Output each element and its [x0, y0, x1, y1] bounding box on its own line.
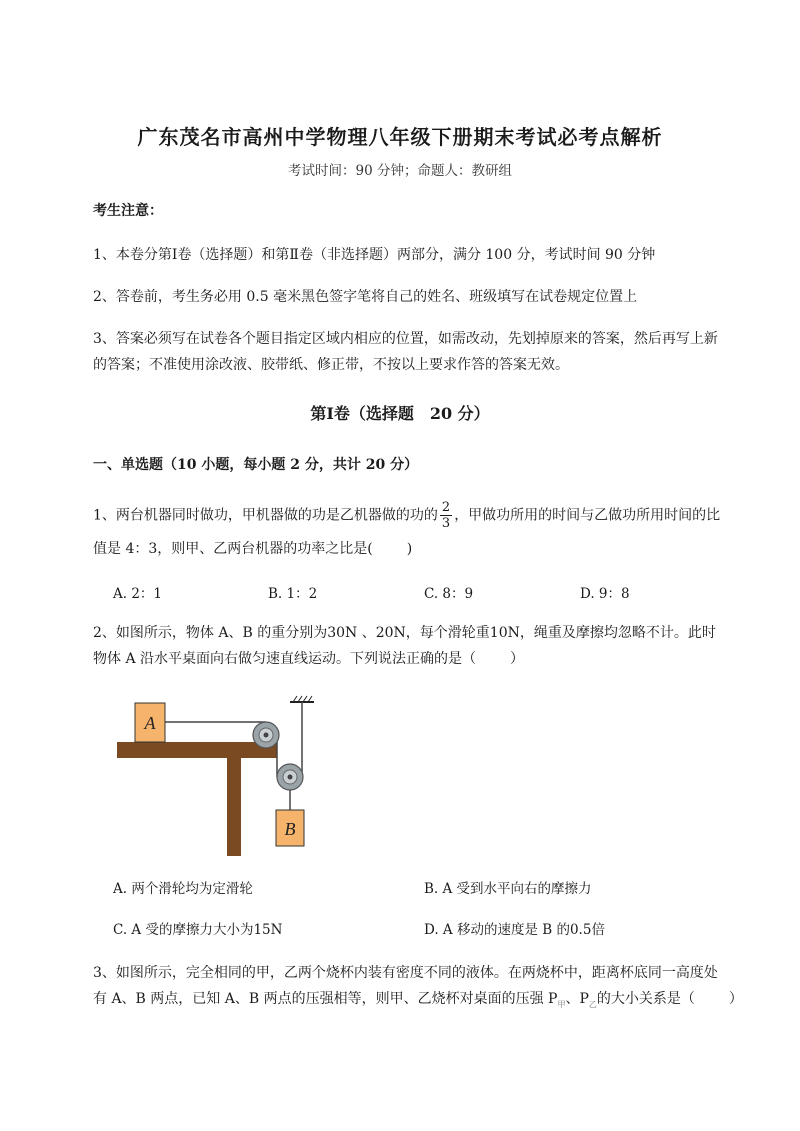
q3-sub-yi: 乙 — [588, 999, 597, 1009]
part-heading: 一、单选题（10 小题，每小题 2 分，共计 20 分） — [93, 457, 419, 473]
pulley-figure — [110, 690, 320, 860]
q1-text-b: ，甲做功所用的时间与乙做功所用时间的比 — [454, 507, 721, 524]
q1-frac-num: 2 — [441, 500, 451, 515]
block-a-label: A — [144, 713, 156, 733]
q1-text-end: ) — [406, 541, 413, 557]
q2-stem-line2 — [93, 646, 524, 672]
q2-option-b[interactable]: B. A 受到水平向右的摩擦力 — [424, 881, 592, 897]
q2-text: 物体 A 沿水平桌面向右做匀速直线运动。下列说法正确的是（ — [93, 651, 477, 667]
q2-text-end: ） — [510, 651, 525, 667]
q3-stem-line2 — [93, 986, 743, 1018]
q1-option-c[interactable]: C. 8：9 — [424, 586, 474, 602]
page-title: 广东茂名市高州中学物理八年级下册期末考试必考点解析 — [137, 125, 663, 149]
notice-item-2: 2、答卷前，考生务必用 0.5 毫米黑色签字笔将自己的姓名、班级填写在试卷规定位置上 — [93, 289, 638, 305]
block-b-label: B — [284, 819, 296, 839]
notice-heading: 考生注意： — [93, 203, 163, 219]
q1-option-b[interactable]: B. 1：2 — [268, 586, 318, 602]
q3-text-b: 的大小关系是（ — [596, 991, 695, 1007]
q2-option-d[interactable]: D. A 移动的速度是 B 的0.5倍 — [424, 922, 605, 938]
q3-text-a: 有 A、B 两点，已知 A、B 两点的压强相等，则甲、乙烧杯对桌面的压强 P — [93, 991, 558, 1007]
q1-option-d[interactable]: D. 9：8 — [580, 586, 630, 602]
table-top — [117, 742, 277, 758]
notice-item-3-cont: 的答案；不准使用涂改液、胶带纸、修正带，不按以上要求作答的答案无效。 — [93, 357, 569, 373]
q1-stem-line1 — [93, 500, 720, 531]
table-leg — [227, 758, 241, 856]
q1-text-a: 1、两台机器同时做功，甲机器做的功是乙机器做的功的 — [93, 507, 438, 524]
q1-option-a[interactable]: A. 2：1 — [113, 586, 163, 602]
exam-info: 考试时间：90 分钟；命题人：教研组 — [288, 163, 512, 179]
section-title: 第Ⅰ卷（选择题 20 分） — [310, 404, 490, 423]
q3-text-mid: 、P — [565, 991, 589, 1007]
q3-stem-line1: 3、如图所示，完全相同的甲，乙两个烧杯内装有密度不同的液体。在两烧杯中，距离杯底同一高度处 — [93, 965, 718, 981]
q2-option-a[interactable]: A. 两个滑轮均为定滑轮 — [113, 881, 253, 897]
q2-option-c[interactable]: C. A 受的摩擦力大小为15N — [113, 922, 283, 938]
q1-fraction — [440, 500, 452, 531]
q1-text-c: 值是 4：3，则甲、乙两台机器的功率之比是( — [93, 541, 373, 557]
q2-stem-line1: 2、如图所示，物体 A、B 的重分别为30N 、20N，每个滑轮重10N，绳重及摩擦均忽略不计。此时 — [93, 625, 716, 641]
q3-sub-jia: 甲 — [557, 999, 566, 1009]
q3-text-end: ） — [728, 991, 743, 1007]
q1-frac-den: 3 — [441, 516, 451, 531]
notice-item-1: 1、本卷分第Ⅰ卷（选择题）和第Ⅱ卷（非选择题）两部分，满分 100 分，考试时间 90 分钟 — [93, 247, 656, 263]
q1-stem-line2 — [93, 536, 412, 562]
notice-item-3: 3、答案必须写在试卷各个题目指定区域内相应的位置，如需改动，先划掉原来的答案，然后再写上新 — [93, 331, 718, 347]
